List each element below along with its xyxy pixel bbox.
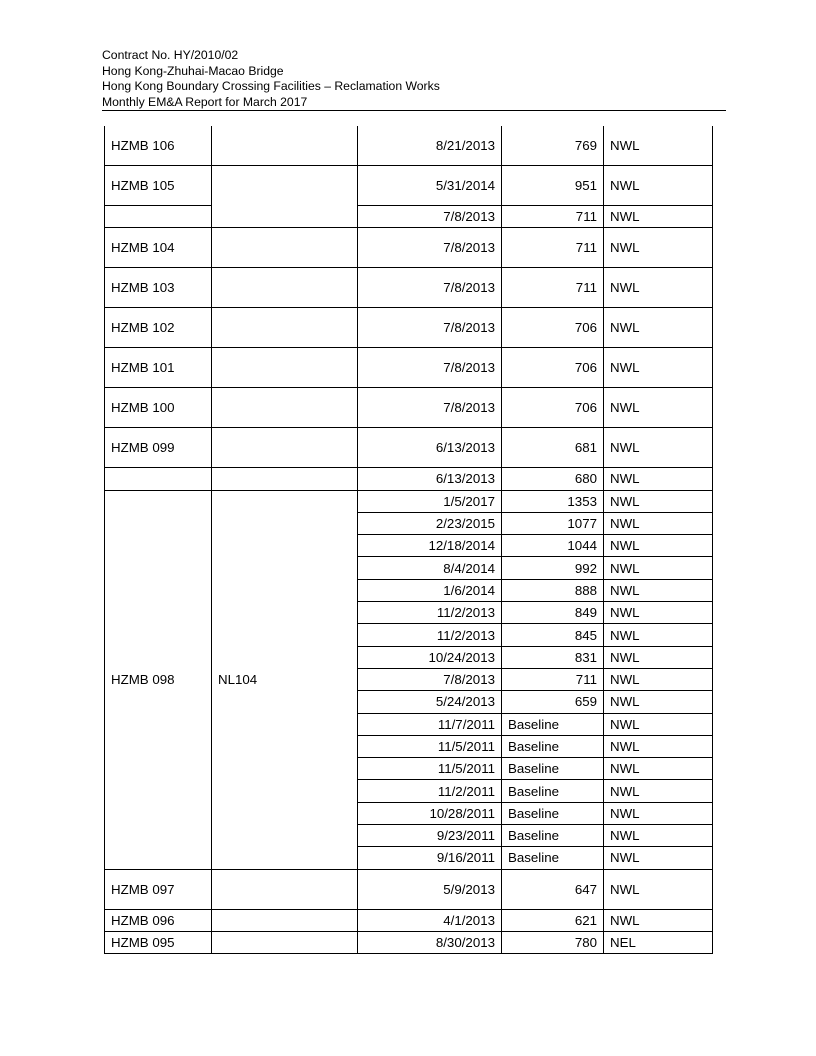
row-value: 1044 [502, 535, 604, 557]
row-date: 10/28/2011 [358, 802, 502, 824]
row-code [212, 468, 358, 490]
row-direction: NEL [604, 931, 713, 953]
row-date: 2/23/2015 [358, 512, 502, 534]
row-date: 6/13/2013 [358, 468, 502, 490]
row-direction: NWL [604, 847, 713, 869]
row-date: 12/18/2014 [358, 535, 502, 557]
row-direction: NWL [604, 909, 713, 931]
row-value: 706 [502, 388, 604, 428]
project-name: Hong Kong-Zhuhai-Macao Bridge [102, 63, 284, 78]
row-direction: NWL [604, 490, 713, 512]
row-date: 11/5/2011 [358, 758, 502, 780]
row-value: 711 [502, 228, 604, 268]
row-direction: NWL [604, 228, 713, 268]
row-date: 7/8/2013 [358, 228, 502, 268]
row-value: 849 [502, 602, 604, 624]
row-value: 681 [502, 428, 604, 468]
report-header [102, 48, 440, 110]
row-direction: NWL [604, 166, 713, 206]
row-direction: NWL [604, 348, 713, 388]
row-value: Baseline [502, 802, 604, 824]
row-code [212, 428, 358, 468]
row-date: 7/8/2013 [358, 268, 502, 308]
facility-name: Hong Kong Boundary Crossing Facilities – Reclamation Works [102, 79, 440, 93]
row-value: 845 [502, 624, 604, 646]
row-value: 1353 [502, 490, 604, 512]
row-direction: NWL [604, 713, 713, 735]
row-date: 7/8/2013 [358, 308, 502, 348]
row-code [212, 869, 358, 909]
row-direction: NWL [604, 428, 713, 468]
row-direction: NWL [604, 579, 713, 601]
row-value: Baseline [502, 713, 604, 735]
row-date: 1/5/2017 [358, 490, 502, 512]
row-date: 7/8/2013 [358, 668, 502, 690]
row-date: 8/21/2013 [358, 126, 502, 166]
table-row [105, 428, 713, 468]
row-id: HZMB 099 [105, 428, 212, 468]
row-id: HZMB 106 [105, 126, 212, 166]
row-id: HZMB 101 [105, 348, 212, 388]
row-value: Baseline [502, 780, 604, 802]
row-value: 680 [502, 468, 604, 490]
row-value: 992 [502, 557, 604, 579]
row-direction: NWL [604, 624, 713, 646]
table-row [105, 308, 713, 348]
table-row [105, 268, 713, 308]
row-value: 831 [502, 646, 604, 668]
survey-table [104, 126, 713, 954]
table-row [105, 490, 713, 512]
row-id: HZMB 100 [105, 388, 212, 428]
table-row [105, 166, 713, 206]
row-id [105, 468, 212, 490]
row-code [212, 348, 358, 388]
row-date: 7/8/2013 [358, 388, 502, 428]
row-date: 11/7/2011 [358, 713, 502, 735]
row-date: 10/24/2013 [358, 646, 502, 668]
row-date: 4/1/2013 [358, 909, 502, 931]
row-value: Baseline [502, 758, 604, 780]
row-value: 706 [502, 348, 604, 388]
row-id: HZMB 102 [105, 308, 212, 348]
table-row [105, 869, 713, 909]
row-code [212, 228, 358, 268]
row-value: 888 [502, 579, 604, 601]
table-row [105, 388, 713, 428]
row-date: 7/8/2013 [358, 206, 502, 228]
table-row [105, 348, 713, 388]
row-date: 9/16/2011 [358, 847, 502, 869]
row-code [212, 388, 358, 428]
row-direction: NWL [604, 512, 713, 534]
row-date: 1/6/2014 [358, 579, 502, 601]
row-value: 647 [502, 869, 604, 909]
row-value: 769 [502, 126, 604, 166]
row-value: Baseline [502, 735, 604, 757]
row-direction: NWL [604, 388, 713, 428]
row-value: 621 [502, 909, 604, 931]
table-row [105, 126, 713, 166]
row-value: 951 [502, 166, 604, 206]
row-direction: NWL [604, 735, 713, 757]
table-row [105, 909, 713, 931]
row-direction: NWL [604, 758, 713, 780]
row-id: HZMB 097 [105, 869, 212, 909]
row-value: Baseline [502, 847, 604, 869]
contract-number: Contract No. HY/2010/02 [102, 48, 239, 62]
row-code [212, 268, 358, 308]
row-value: 1077 [502, 512, 604, 534]
row-date: 5/31/2014 [358, 166, 502, 206]
row-code: NL104 [212, 490, 358, 869]
row-code [212, 308, 358, 348]
row-value: Baseline [502, 825, 604, 847]
row-id: HZMB 098 [105, 490, 212, 869]
row-direction: NWL [604, 668, 713, 690]
row-direction: NWL [604, 468, 713, 490]
row-id [105, 206, 212, 228]
row-date: 6/13/2013 [358, 428, 502, 468]
row-direction: NWL [604, 126, 713, 166]
row-value: 711 [502, 668, 604, 690]
row-value: 659 [502, 691, 604, 713]
row-direction: NWL [604, 602, 713, 624]
row-direction: NWL [604, 268, 713, 308]
row-direction: NWL [604, 780, 713, 802]
row-date: 8/30/2013 [358, 931, 502, 953]
table-row [105, 206, 713, 228]
table-row [105, 228, 713, 268]
header-divider [102, 110, 726, 111]
row-date: 7/8/2013 [358, 348, 502, 388]
row-code [212, 126, 358, 166]
row-direction: NWL [604, 802, 713, 824]
row-code [212, 166, 358, 228]
row-value: 711 [502, 268, 604, 308]
row-direction: NWL [604, 206, 713, 228]
report-title: Monthly EM&A Report for March 2017 [102, 94, 308, 109]
row-direction: NWL [604, 557, 713, 579]
row-direction: NWL [604, 691, 713, 713]
row-id: HZMB 105 [105, 166, 212, 206]
row-code [212, 909, 358, 931]
row-value: 780 [502, 931, 604, 953]
row-code [212, 931, 358, 953]
row-direction: NWL [604, 869, 713, 909]
row-direction: NWL [604, 308, 713, 348]
table-row [105, 468, 713, 490]
row-id: HZMB 103 [105, 268, 212, 308]
row-value: 706 [502, 308, 604, 348]
row-id: HZMB 095 [105, 931, 212, 953]
row-date: 11/2/2011 [358, 780, 502, 802]
row-direction: NWL [604, 646, 713, 668]
row-date: 5/24/2013 [358, 691, 502, 713]
row-value: 711 [502, 206, 604, 228]
row-date: 8/4/2014 [358, 557, 502, 579]
row-id: HZMB 096 [105, 909, 212, 931]
row-date: 5/9/2013 [358, 869, 502, 909]
table-row [105, 931, 713, 953]
row-date: 11/2/2013 [358, 602, 502, 624]
row-date: 9/23/2011 [358, 825, 502, 847]
row-date: 11/5/2011 [358, 735, 502, 757]
row-id: HZMB 104 [105, 228, 212, 268]
row-direction: NWL [604, 535, 713, 557]
row-direction: NWL [604, 825, 713, 847]
row-date: 11/2/2013 [358, 624, 502, 646]
